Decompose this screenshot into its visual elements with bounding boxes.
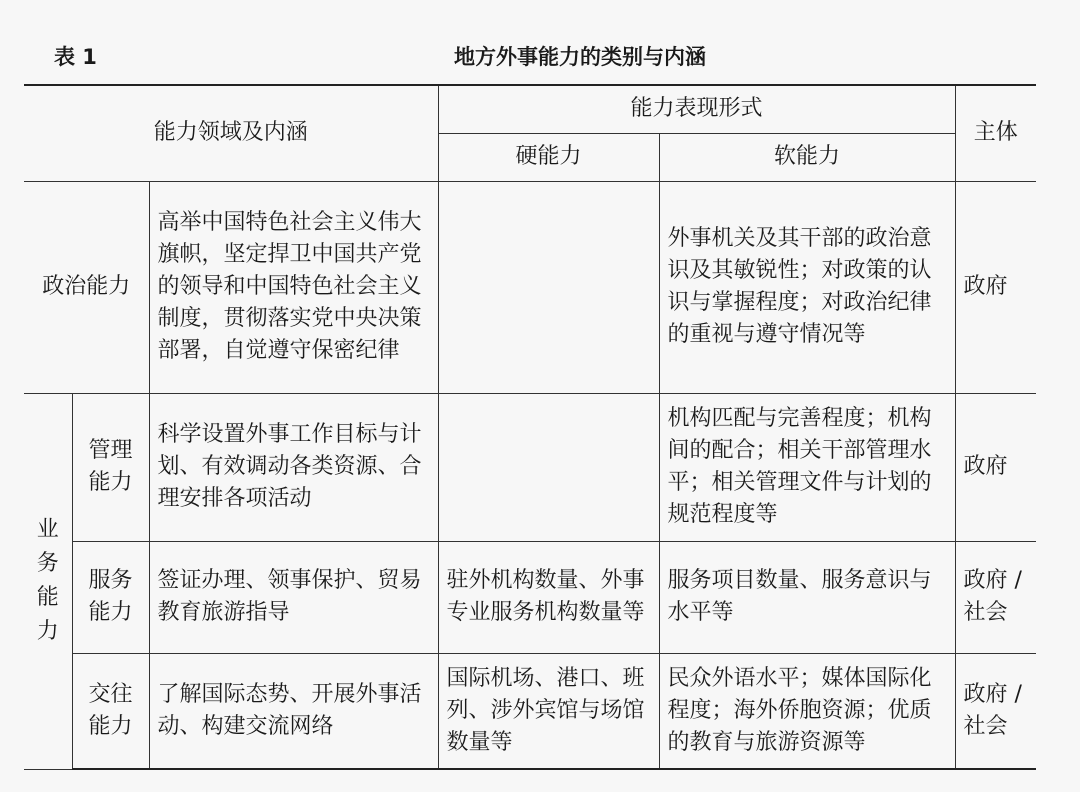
header-subject: 主体 <box>955 85 1036 181</box>
political-content: 高举中国特色社会主义伟大旗帜，坚定捍卫中国共产党的领导和中国特色社会主义制度，贯彻落实党中央决策部署，自觉遵守保密纪律 <box>149 181 438 393</box>
management-label: 管理能力 <box>72 393 149 541</box>
service-soft: 服务项目数量、服务意识与水平等 <box>659 541 955 653</box>
business-label-char: 务 <box>36 551 59 576</box>
service-label: 服务能力 <box>72 541 149 653</box>
header-hard: 硬能力 <box>438 133 659 181</box>
service-hard: 驻外机构数量、外事专业服务机构数量等 <box>438 541 659 653</box>
business-label-char: 业 <box>36 517 59 542</box>
management-subject: 政府 <box>955 393 1036 541</box>
exchange-soft: 民众外语水平；媒体国际化程度；海外侨胞资源；优质的教育与旅游资源等 <box>659 653 955 769</box>
table-row <box>24 541 1036 653</box>
political-soft: 外事机关及其干部的政治意识及其敏锐性；对政策的认识与掌握程度；对政治纪律的重视与遵守情况等 <box>659 181 955 393</box>
exchange-content: 了解国际态势、开展外事活动、构建交流网络 <box>149 653 438 769</box>
business-label-char: 能 <box>36 585 59 610</box>
capability-table <box>24 84 1036 770</box>
service-subject: 政府 / 社会 <box>955 541 1036 653</box>
exchange-subject: 政府 / 社会 <box>955 653 1036 769</box>
header-soft: 软能力 <box>659 133 955 181</box>
business-capability-label <box>24 393 72 769</box>
political-hard <box>438 181 659 393</box>
header-forms: 能力表现形式 <box>438 85 955 133</box>
header-row <box>24 85 1036 133</box>
table-row <box>24 653 1036 769</box>
political-label: 政治能力 <box>24 181 149 393</box>
business-label-char: 力 <box>36 619 59 644</box>
exchange-label: 交往能力 <box>72 653 149 769</box>
table-row <box>24 181 1036 393</box>
table-number: 表 1 <box>54 45 97 69</box>
political-subject: 政府 <box>955 181 1036 393</box>
management-hard <box>438 393 659 541</box>
table-row <box>24 393 1036 541</box>
exchange-hard: 国际机场、港口、班列、涉外宾馆与场馆数量等 <box>438 653 659 769</box>
table-caption <box>24 40 1036 74</box>
header-domain: 能力领域及内涵 <box>24 85 438 181</box>
service-content: 签证办理、领事保护、贸易教育旅游指导 <box>149 541 438 653</box>
management-content: 科学设置外事工作目标与计划、有效调动各类资源、合理安排各项活动 <box>149 393 438 541</box>
management-soft: 机构匹配与完善程度；机构间的配合；相关干部管理水平；相关管理文件与计划的规范程度等 <box>659 393 955 541</box>
table-title: 地方外事能力的类别与内涵 <box>454 45 706 69</box>
